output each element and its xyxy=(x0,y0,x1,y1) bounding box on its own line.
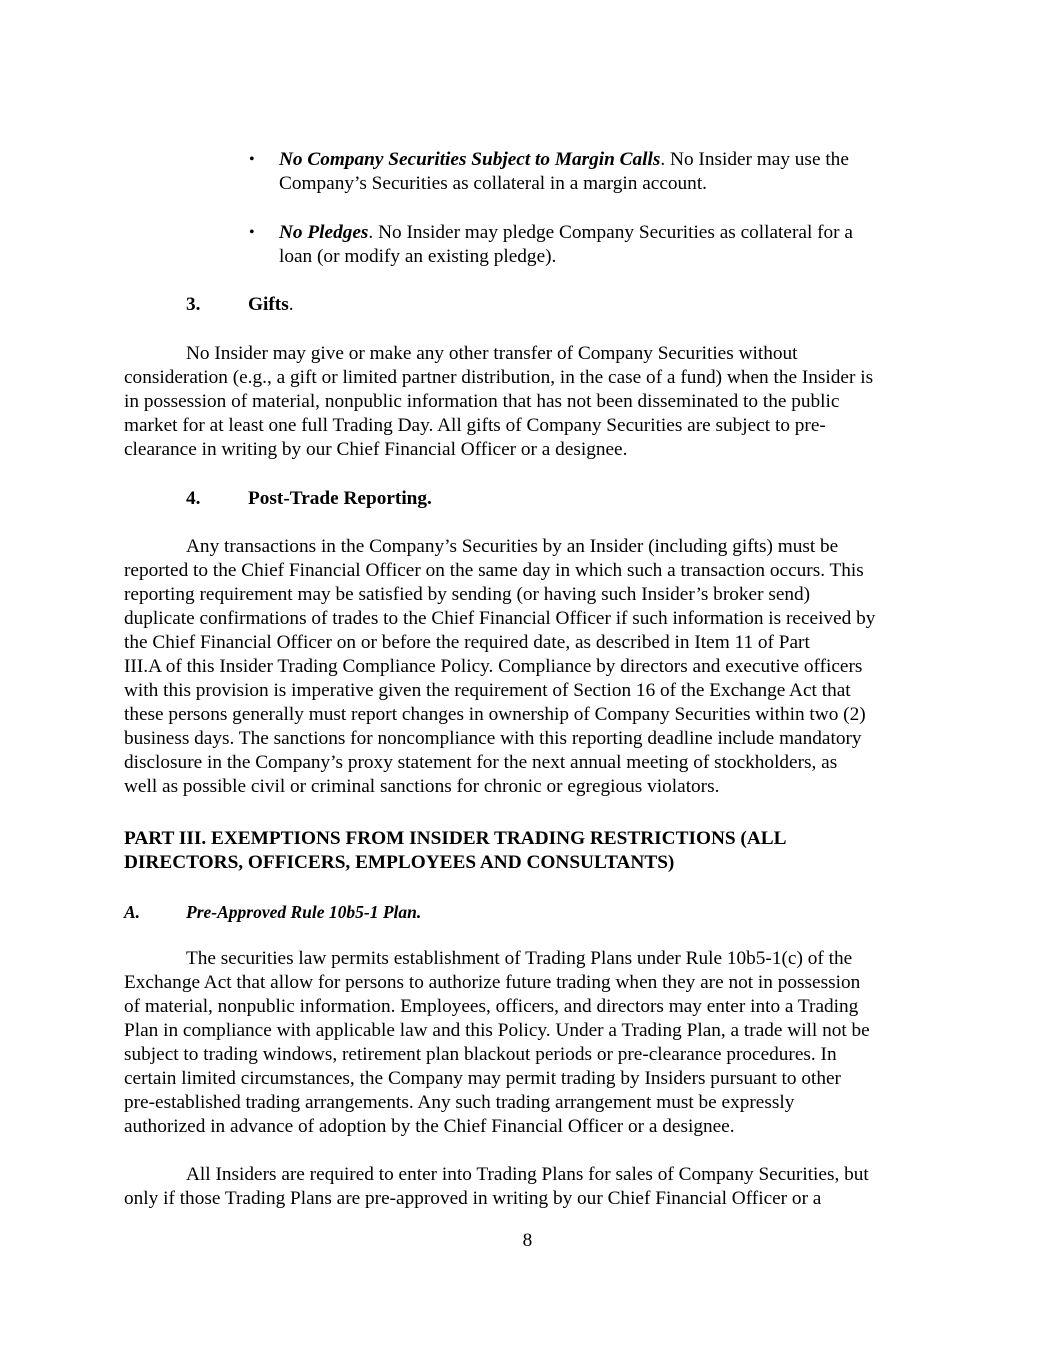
paragraph-line: Plan in compliance with applicable law and this Policy. Under a Trading Plan, a trade will not be xyxy=(124,1020,870,1041)
paragraph-line: consideration (e.g., a gift or limited partner distribution, in the case of a fund) when the Insider is xyxy=(124,367,874,388)
paragraph-line: reporting requirement may be satisfied by sending (or having such Insider’s broker send) xyxy=(124,584,811,605)
bullet-lead: No Pledges xyxy=(279,222,369,243)
paragraph-line: pre-established trading arrangements. Any such trading arrangement must be expressly xyxy=(124,1092,795,1113)
paragraph-line: the Chief Financial Officer on or before the required date, as described in Item 11 of Part xyxy=(124,632,810,653)
section-number: 3. xyxy=(186,294,201,315)
bullet-marker: • xyxy=(249,224,255,241)
paragraph-line: All Insiders are required to enter into Trading Plans for sales of Company Securities, but xyxy=(186,1164,869,1185)
section-number: 4. xyxy=(186,488,201,509)
paragraph-line: clearance in writing by our Chief Financial Officer or a designee. xyxy=(124,439,628,460)
paragraph-line: III.A of this Insider Trading Compliance Policy. Compliance by directors and executive officers xyxy=(124,656,863,677)
paragraph-line: business days. The sanctions for noncompliance with this reporting deadline include mandatory xyxy=(124,728,862,749)
bullet-lead: No Company Securities Subject to Margin Calls xyxy=(279,149,661,170)
paragraph-line: disclosure in the Company’s proxy statement for the next annual meeting of stockholders, as xyxy=(124,752,838,773)
section-title: Gifts xyxy=(248,294,289,315)
bullet-text: loan (or modify an existing pledge). xyxy=(279,246,557,267)
paragraph-line: Any transactions in the Company’s Securities by an Insider (including gifts) must be xyxy=(186,536,839,557)
paragraph-line: Exchange Act that allow for persons to authorize future trading when they are not in possession xyxy=(124,972,861,993)
paragraph-line: in possession of material, nonpublic information that has not been disseminated to the public xyxy=(124,391,840,412)
paragraph-line: of material, nonpublic information. Employees, officers, and directors may enter into a Trading xyxy=(124,996,859,1017)
paragraph-line: these persons generally must report changes in ownership of Company Securities within two (2) xyxy=(124,704,866,725)
paragraph-line: well as possible civil or criminal sanctions for chronic or egregious violators. xyxy=(124,776,720,797)
paragraph-line: market for at least one full Trading Day. All gifts of Company Securities are subject to pre- xyxy=(124,415,826,436)
page-number: 8 xyxy=(522,1230,533,1251)
paragraph-line: with this provision is imperative given the requirement of Section 16 of the Exchange Act that xyxy=(124,680,851,701)
paragraph-line: certain limited circumstances, the Company may permit trading by Insiders pursuant to other xyxy=(124,1068,841,1089)
paragraph-line: No Insider may give or make any other transfer of Company Securities without xyxy=(186,343,798,364)
paragraph-line: The securities law permits establishment of Trading Plans under Rule 10b5-1(c) of the xyxy=(186,948,853,969)
bullet-text: . No Insider may pledge Company Securities as collateral for a xyxy=(368,222,853,243)
subsection-letter: A. xyxy=(124,902,141,922)
paragraph-line: authorized in advance of adoption by the Chief Financial Officer or a designee. xyxy=(124,1116,735,1137)
section-title: Post-Trade Reporting. xyxy=(248,488,432,509)
bullet-text: . No Insider may use the xyxy=(660,149,849,170)
paragraph-line: duplicate confirmations of trades to the Chief Financial Officer if such information is received by xyxy=(124,608,876,629)
paragraph-line: subject to trading windows, retirement plan blackout periods or pre-clearance procedures. In xyxy=(124,1044,837,1065)
part-heading-line: PART III. EXEMPTIONS FROM INSIDER TRADING RESTRICTIONS (ALL xyxy=(124,828,787,849)
bullet-text: Company’s Securities as collateral in a margin account. xyxy=(279,173,707,194)
paragraph-line: only if those Trading Plans are pre-approved in writing by our Chief Financial Officer or a xyxy=(124,1188,822,1209)
section-title-suffix: . xyxy=(288,294,294,315)
part-heading-line: DIRECTORS, OFFICERS, EMPLOYEES AND CONSULTANTS) xyxy=(124,852,675,873)
paragraph-line: reported to the Chief Financial Officer on the same day in which such a transaction occurs. This xyxy=(124,560,864,581)
bullet-marker: • xyxy=(249,151,255,168)
subsection-title: Pre-Approved Rule 10b5-1 Plan. xyxy=(186,902,422,922)
